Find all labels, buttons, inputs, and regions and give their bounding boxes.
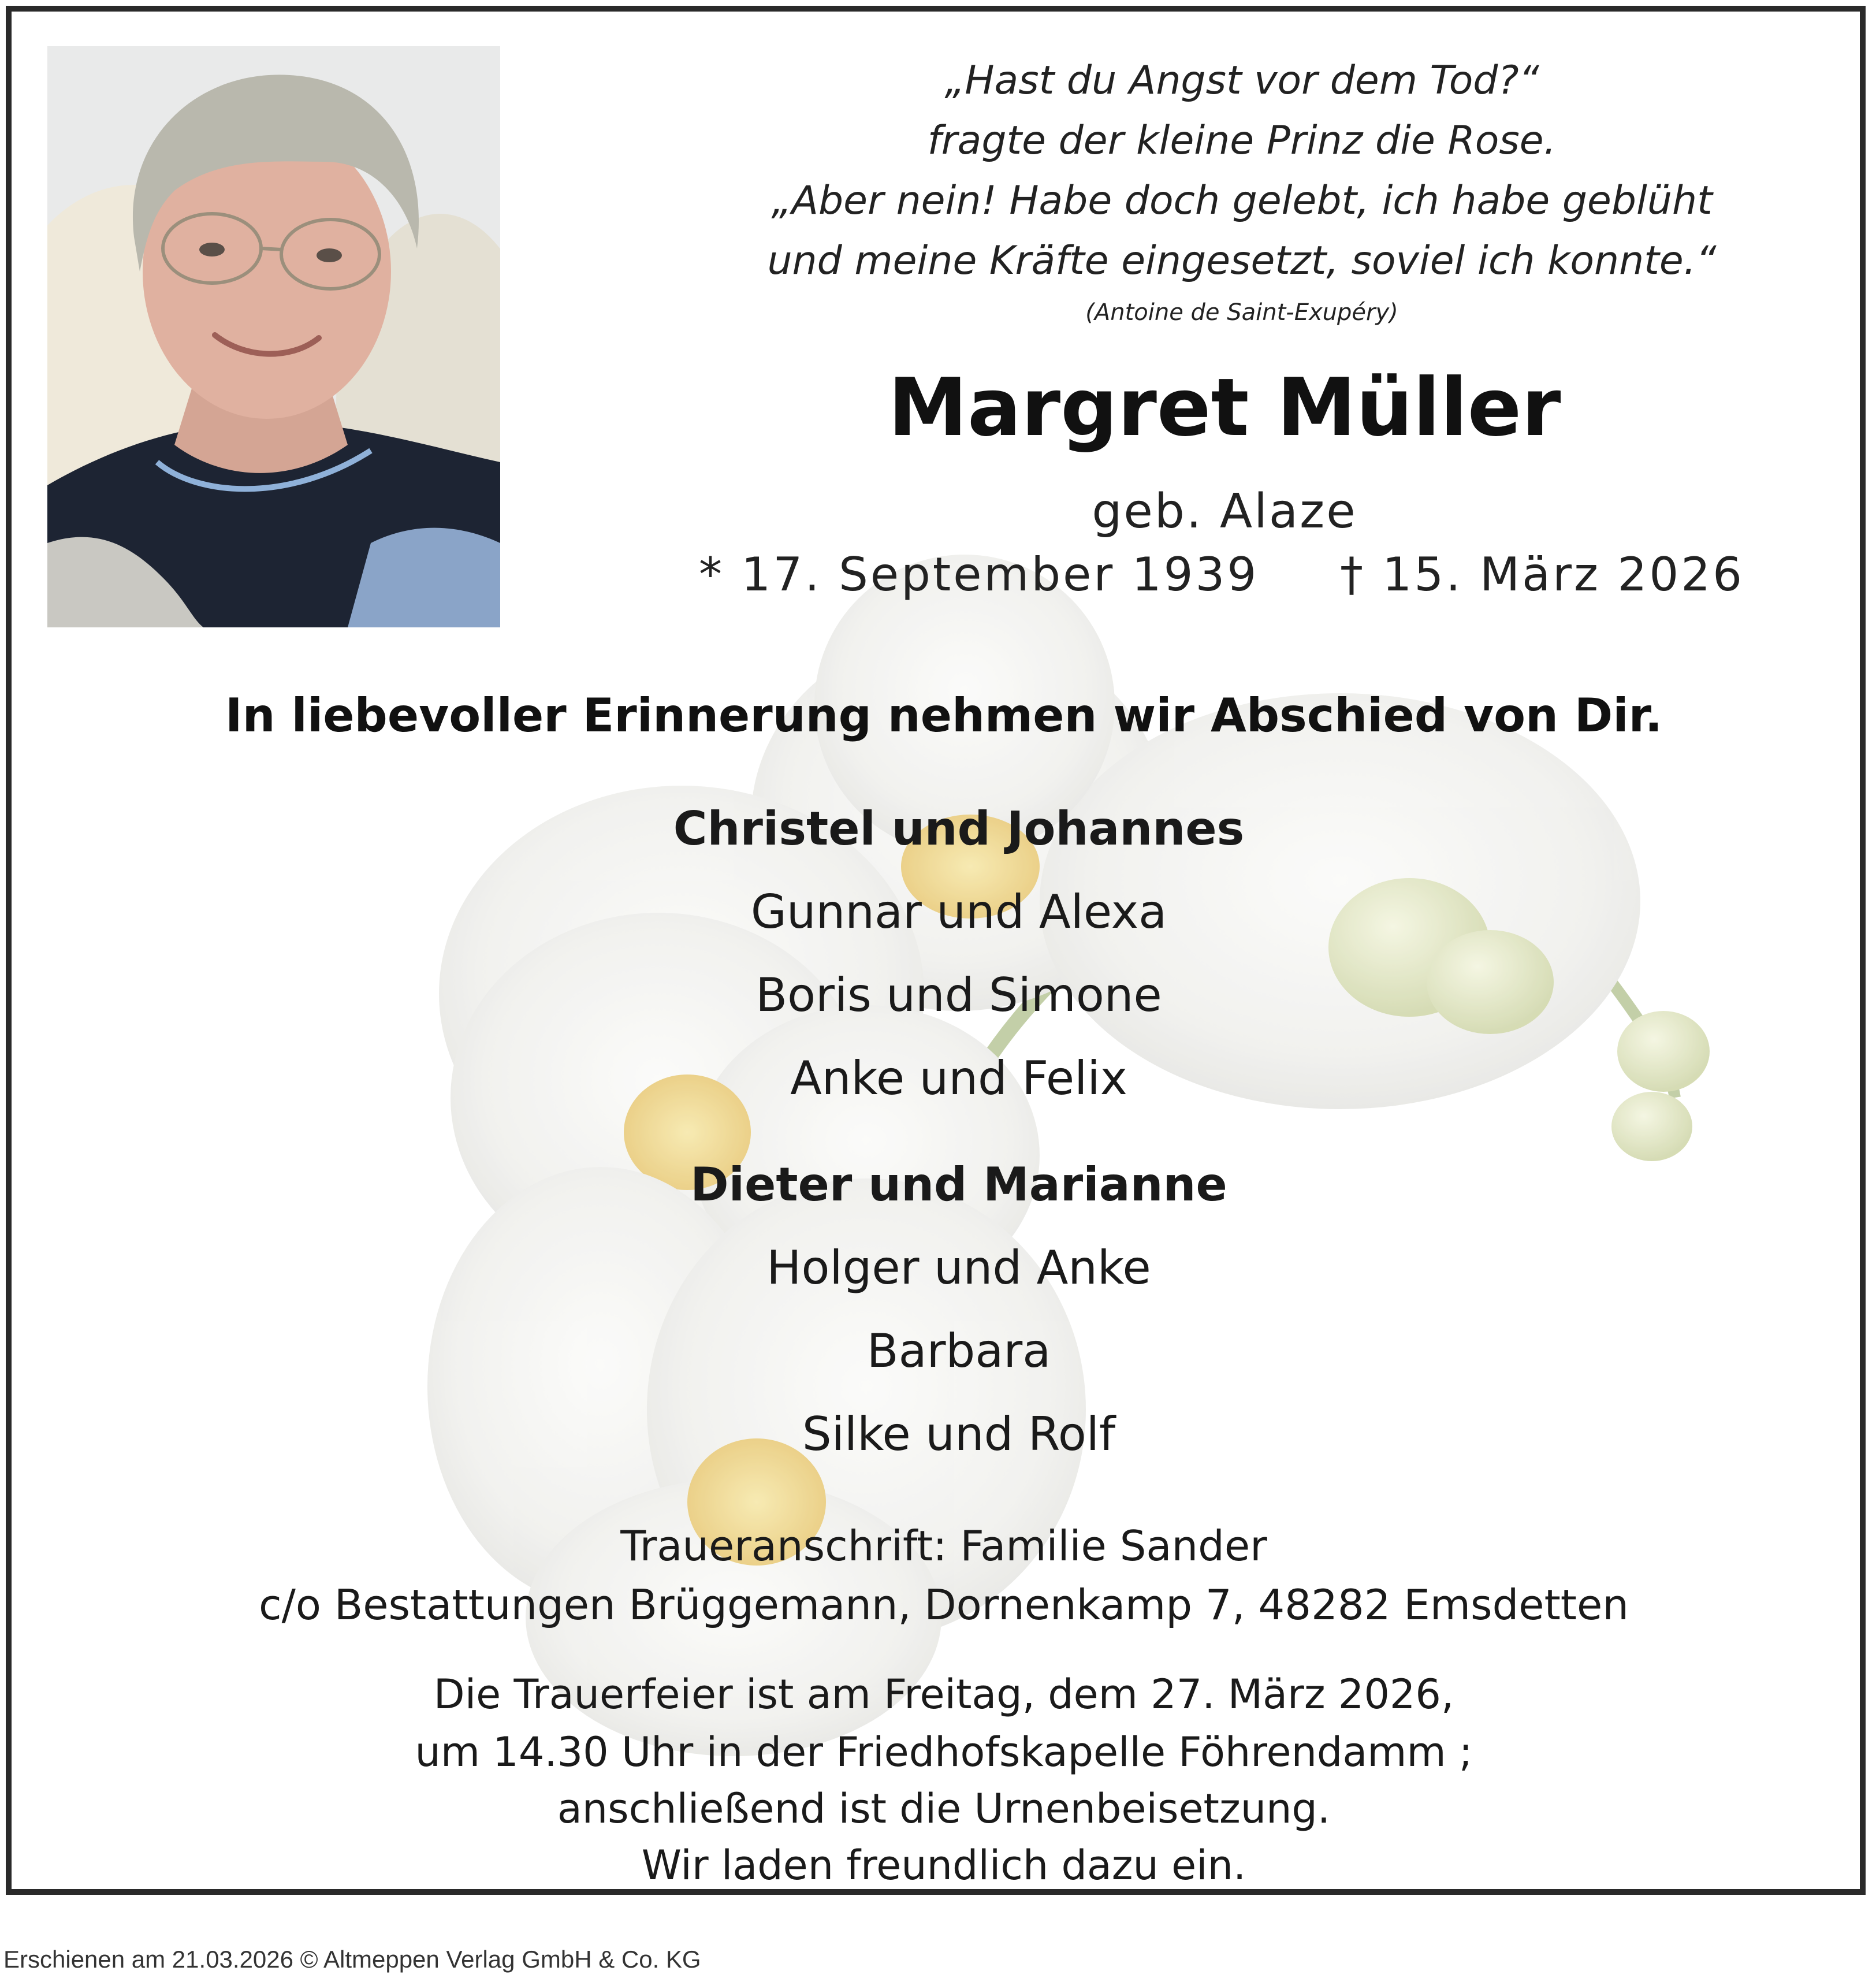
obituary-frame	[6, 6, 1866, 1895]
family-head: Christel und Johannes	[673, 802, 1245, 856]
family-member: Anke und Felix	[790, 1051, 1127, 1105]
publication-footer: Erschienen am 21.03.2026 © Altmeppen Verlag GmbH & Co. KG	[3, 1946, 701, 1973]
family-member: Barbara	[866, 1324, 1051, 1378]
quote	[693, 51, 1791, 291]
family-member: Holger und Anke	[766, 1241, 1151, 1295]
ceremony-line: um 14.30 Uhr in der Friedhofskapelle Föhrendamm ;	[415, 1728, 1473, 1776]
family-member: Gunnar und Alexa	[750, 885, 1167, 939]
quote-author: (Antoine de Saint-Exupéry)	[1085, 299, 1398, 326]
ceremony-line: Die Trauerfeier ist am Freitag, dem 27. März 2026,	[433, 1671, 1454, 1718]
mourning-address-line: c/o Bestattungen Brüggemann, Dornenkamp 7, 48282 Emsdetten	[259, 1581, 1629, 1629]
portrait-photo	[47, 46, 500, 627]
ceremony-line: anschließend ist die Urnenbeisetzung.	[557, 1785, 1331, 1832]
family-member: Boris und Simone	[755, 968, 1162, 1022]
quote-line: „Aber nein! Habe doch gelebt, ich habe geblüht	[771, 178, 1713, 224]
quote-line: fragte der kleine Prinz die Rose.	[927, 118, 1557, 163]
farewell-text: In liebevoller Erinnerung nehmen wir Abschied von Dir.	[225, 689, 1663, 742]
maiden-name: geb. Alaze	[1092, 484, 1357, 539]
quote-line: und meine Kräfte eingesetzt, soviel ich konnte.“	[767, 238, 1717, 284]
deceased-name: Margret Müller	[888, 361, 1561, 454]
quote-line: „Hast du Angst vor dem Tod?“	[944, 58, 1539, 103]
ceremony-line: Wir laden freundlich dazu ein.	[641, 1842, 1246, 1889]
family-head: Dieter und Marianne	[690, 1158, 1227, 1211]
family-member: Silke und Rolf	[802, 1407, 1116, 1461]
death-date: † 15. März 2026	[1340, 548, 1745, 601]
mourning-address-line: Traueranschrift: Familie Sander	[620, 1522, 1267, 1570]
birth-date: * 17. September 1939	[699, 548, 1259, 601]
